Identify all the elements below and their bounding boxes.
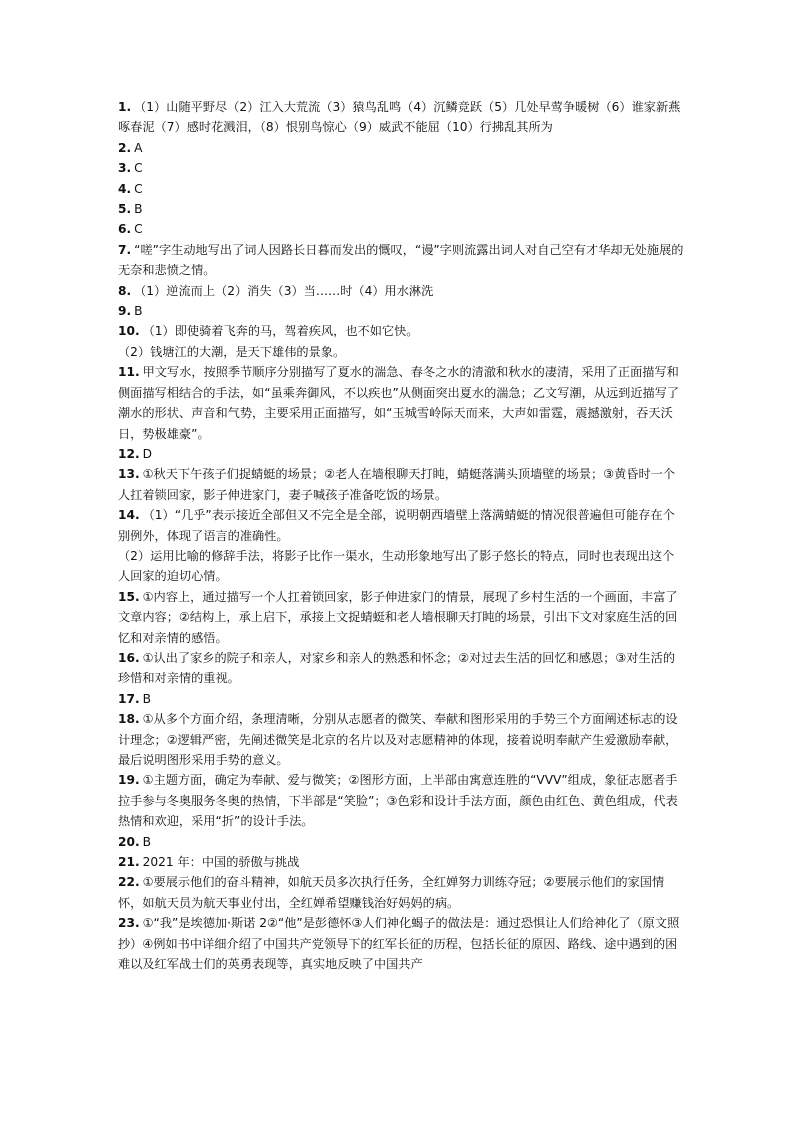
answer-number: 17.	[118, 691, 140, 706]
answer-number: 3.	[118, 161, 132, 176]
answer-item	[118, 709, 684, 770]
answer-text: B	[142, 691, 151, 706]
answer-item	[118, 240, 684, 281]
answer-number: 13.	[118, 467, 140, 482]
answer-number: 1.	[118, 100, 132, 114]
answer-text: （1）即使骑着飞奔的马，驾着疾风，也不如它快。	[142, 324, 419, 339]
answer-item	[118, 138, 684, 158]
answer-text: C	[134, 222, 143, 237]
answer-text: ①认出了家乡的院子和亲人，对家乡和亲人的熟悉和怀念；②对过去生活的回忆和感恩；③对生活的珍惜和对亲情的重视。	[118, 650, 676, 686]
answer-text: B	[134, 202, 143, 217]
answer-item	[118, 505, 684, 546]
answer-number: 15.	[118, 589, 140, 604]
answer-number: 9.	[118, 304, 132, 319]
answer-number: 8.	[118, 283, 132, 298]
answer-text: D	[142, 446, 152, 461]
answer-text: ①主题方面，确定为奉献、爱与微笑；②图形方面，上半部由寓意连胜的“VVV”组成，象征志愿者手拉手参与冬奥服务冬奥的热情，下半部是“笑脸”；③色彩和设计手法方面，颜色由红色、黄色组成，代表热情和欢迎，采用“折”的设计手法。	[118, 773, 678, 829]
answer-item	[118, 97, 684, 138]
answer-text: B	[134, 304, 143, 319]
answer-item	[118, 546, 684, 587]
answer-item	[118, 444, 684, 464]
answer-item	[118, 913, 684, 974]
answer-number: 23.	[118, 916, 140, 931]
answer-number: 19.	[118, 773, 140, 788]
answer-number: 14.	[118, 508, 140, 523]
answer-text: 2021 年：中国的骄傲与挑战	[142, 855, 300, 870]
answer-text: ①要展示他们的奋斗精神，如航天员多次执行任务，全红婵努力训练夺冠；②要展示他们的家国情怀，如航天员为航天事业付出，全红婵希望赚钱治好妈妈的病。	[118, 875, 665, 910]
answer-text: ①“我”是埃德加·斯诺 2②“他”是彭德怀③人们神化蝎子的做法是：通过恐惧让人们给神化了（原文照抄）④例如书中详细介绍了中国共产党领导下的红军长征的历程，包括长征的原因、路线、途中遇到的困难以及红军战士们的英勇表现等，真实地反映了中国共产	[118, 916, 680, 972]
answer-item	[118, 648, 684, 689]
answer-text: （2）钱塘江的大潮，是天下雄伟的景象。	[118, 344, 346, 359]
answer-item	[118, 158, 684, 178]
answer-item	[118, 281, 684, 301]
answer-number: 21.	[118, 855, 140, 870]
answer-item	[118, 464, 684, 505]
answer-text: （1）逆流而上（2）消失（3）当……时（4）用水淋洗	[134, 283, 434, 298]
answer-number: 7.	[118, 242, 132, 257]
answer-item	[118, 852, 684, 872]
answer-number: 4.	[118, 181, 132, 196]
answer-number: 18.	[118, 712, 140, 727]
answer-item	[118, 587, 684, 648]
answer-item	[118, 872, 684, 913]
answer-text: C	[134, 181, 143, 196]
answer-item	[118, 321, 684, 341]
answer-text: （1）“几乎”表示接近全部但又不完全是全部，说明朝西墙壁上落满蜻蜓的情况很普遍但可能存在个别例外，体现了语言的准确性。	[118, 508, 675, 543]
answer-text: ①秋天下午孩子们捉蜻蜓的场景；②老人在墙根聊天打盹，蜻蜓落满头顶墙壁的场景；③黄昏时一个人扛着锁回家，影子伸进家门，妻子喊孩子准备吃饭的场景。	[118, 467, 676, 502]
answer-list	[118, 97, 684, 974]
answer-item	[118, 219, 684, 239]
answer-number: 11.	[118, 365, 140, 380]
answer-text: （1）山随平野尽（2）江入大荒流（3）猿鸟乱鸣（4）沉鳞竞跃（5）几处早莺争暖树（6）谁家新燕啄春泥（7）感时花溅泪，（8）恨别鸟惊心（9）威武不能屈（10）行拂乱其所为	[118, 100, 681, 135]
answer-number: 5.	[118, 202, 132, 217]
answer-number: 12.	[118, 446, 140, 461]
answer-text: B	[142, 834, 151, 849]
answer-number: 16.	[118, 650, 140, 665]
answer-item	[118, 832, 684, 852]
answer-text: 甲文写水，按照季节顺序分别描写了夏水的湍急、春冬之水的清澈和秋水的凄清，采用了正面描写和侧面描写相结合的手法，如“虽乘奔御风，不以疾也”从侧面突出夏水的湍急；乙文写潮，从远到近描写了潮水的形状、声音和气势，主要采用正面描写，如“玉城雪岭际天而来，大声如雷霆，震撼激射，吞天沃日，势极雄豪”。	[118, 365, 680, 441]
answer-text: “嗟”字生动地写出了词人因路长日暮而发出的慨叹，“谩”字则流露出词人对自己空有才华却无处施展的无奈和悲愤之情。	[118, 242, 684, 278]
answer-item	[118, 342, 684, 362]
answer-number: 22.	[118, 875, 140, 890]
answer-item	[118, 362, 684, 444]
answer-number: 20.	[118, 834, 140, 849]
answer-item	[118, 770, 684, 831]
answer-text: A	[134, 140, 143, 155]
answer-text: （2）运用比喻的修辞手法，将影子比作一渠水，生动形象地写出了影子悠长的特点，同时也表现出这个人回家的迫切心情。	[118, 548, 675, 584]
answer-number: 6.	[118, 222, 132, 237]
answer-number: 2.	[118, 140, 132, 155]
answer-item	[118, 301, 684, 321]
answer-number: 10.	[118, 324, 140, 339]
answer-item	[118, 179, 684, 199]
answer-text: C	[134, 161, 143, 176]
answer-text: ①内容上，通过描写一个人扛着锁回家，影子伸进家门的情景，展现了乡村生活的一个画面，丰富了文章内容；②结构上，承上启下，承接上文捉蜻蜓和老人墙根聊天打盹的场景，引出下文对家庭生活的回忆和对亲情的感悟。	[118, 589, 678, 645]
answer-text: ①从多个方面介绍，条理清晰，分别从志愿者的微笑、奉献和图形采用的手势三个方面阐述标志的设计理念；②逻辑严密，先阐述微笑是北京的名片以及对志愿精神的体现，接着说明奉献产生爱激励奉献，最后说明图形采用手势的意义。	[118, 712, 678, 767]
answer-item	[118, 689, 684, 709]
answer-item	[118, 199, 684, 219]
